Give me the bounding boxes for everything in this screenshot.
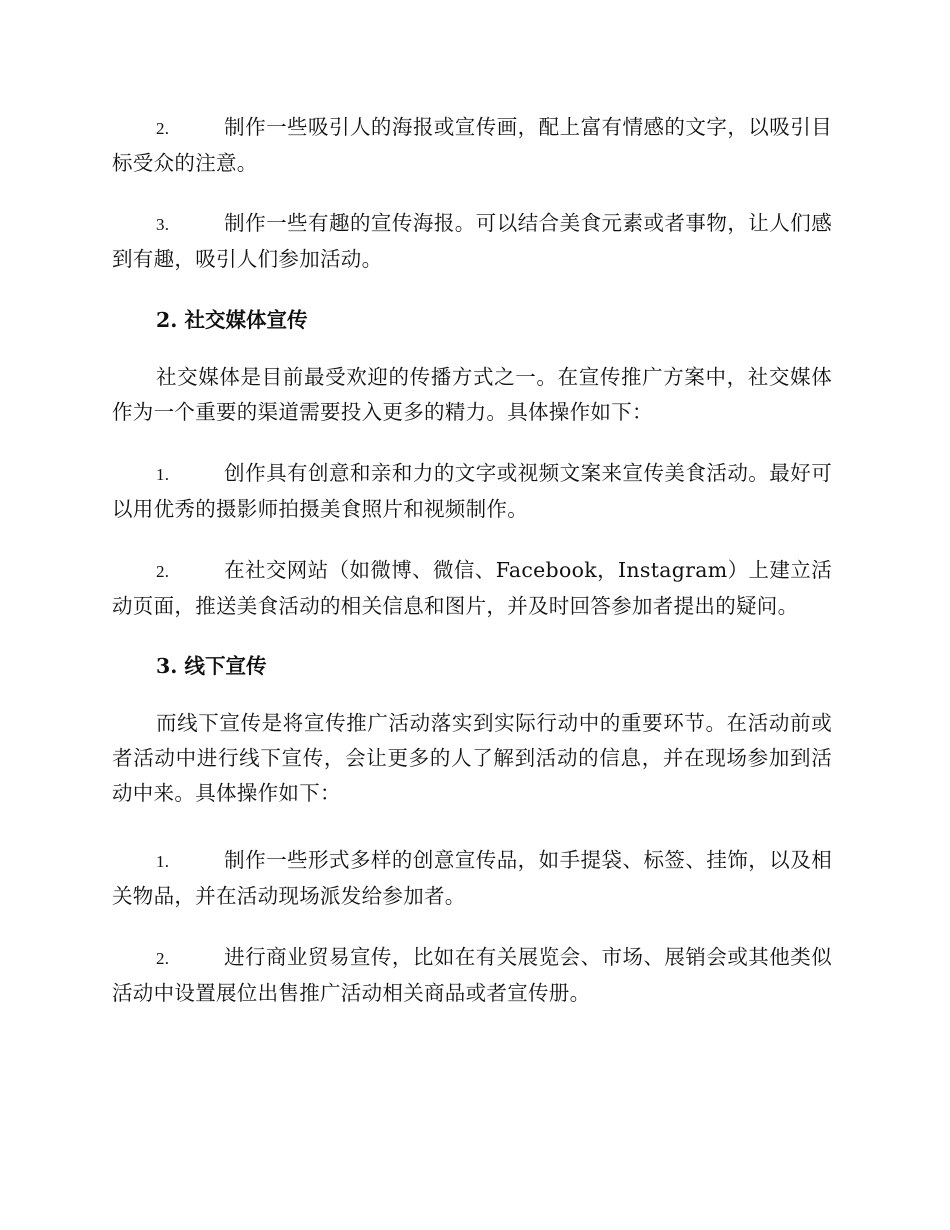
list-item xyxy=(112,110,832,181)
list-item-text: 创作具有创意和亲和力的文字或视频文案来宣传美食活动。最好可以用优秀的摄影师拍摄美食照片和视频制作。 xyxy=(112,461,832,521)
list-item xyxy=(112,456,832,527)
list-item-number: 2. xyxy=(156,949,170,968)
list-item-number: 2. xyxy=(156,119,170,138)
list-item xyxy=(112,553,832,624)
list-item xyxy=(112,206,832,277)
list-item-text: 进行商业贸易宣传，比如在有关展览会、市场、展销会或其他类似活动中设置展位出售推广活动相关商品或者宣传册。 xyxy=(112,945,832,1005)
section-intro: 而线下宣传是将宣传推广活动落实到实际行动中的重要环节。在活动前或者活动中进行线下宣传，会让更多的人了解到活动的信息，并在现场参加到活动中来。具体操作如下： xyxy=(112,711,832,805)
list-item-text: 制作一些有趣的宣传海报。可以结合美食元素或者事物，让人们感到有趣，吸引人们参加活动。 xyxy=(112,211,832,271)
list-item xyxy=(112,940,832,1011)
list-item-number: 1. xyxy=(156,465,170,484)
section-heading: 3. 线下宣传 xyxy=(156,654,267,678)
list-item-text: 制作一些形式多样的创意宣传品，如手提袋、标签、挂饰，以及相关物品，并在活动现场派发给参加者。 xyxy=(112,848,832,908)
list-item-number: 2. xyxy=(156,562,170,581)
section-intro: 社交媒体是目前最受欢迎的传播方式之一。在宣传推广方案中，社交媒体作为一个重要的渠道需要投入更多的精力。具体操作如下： xyxy=(112,365,832,424)
list-item-text: 制作一些吸引人的海报或宣传画，配上富有情感的文字，以吸引目标受众的注意。 xyxy=(112,115,832,175)
section-heading: 2. 社交媒体宣传 xyxy=(156,308,308,332)
list-item-text: 在社交网站（如微博、微信、Facebook，Instagram）上建立活动页面，推送美食活动的相关信息和图片，并及时回答参加者提出的疑问。 xyxy=(112,558,832,618)
list-item-number: 1. xyxy=(156,852,170,871)
list-item xyxy=(112,843,832,914)
list-item-number: 3. xyxy=(156,215,170,234)
